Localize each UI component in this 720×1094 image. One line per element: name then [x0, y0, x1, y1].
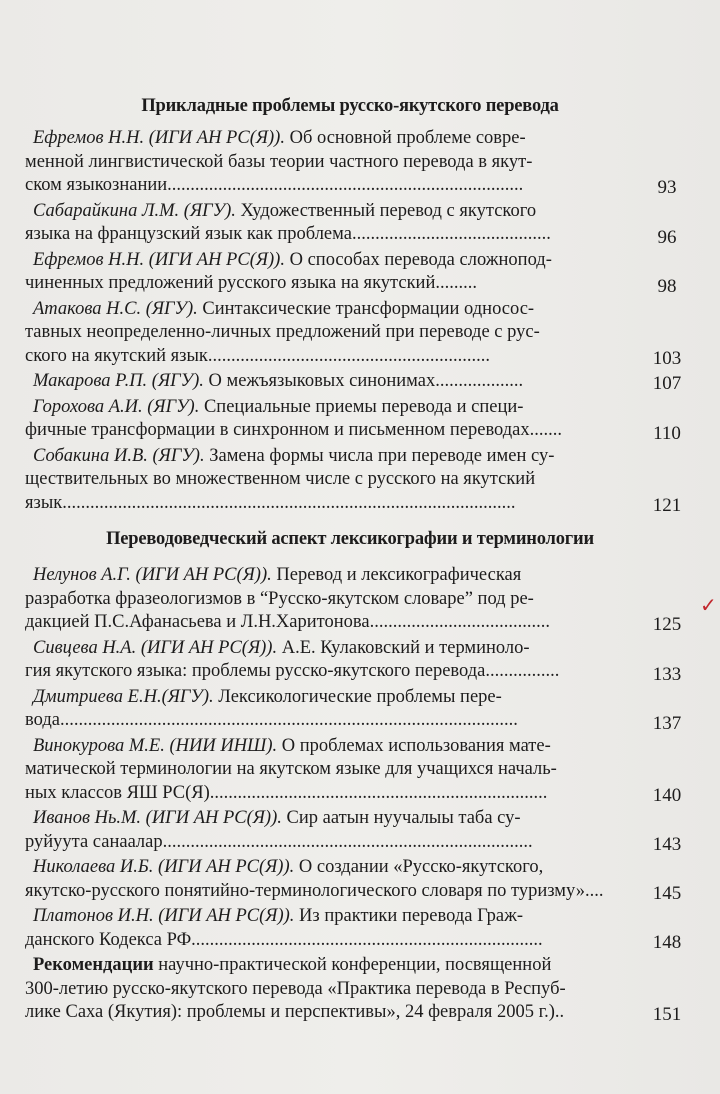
entry-line	[25, 660, 635, 684]
entry-text: менной лингвистической базы теории частного перевода в якут-	[25, 151, 533, 172]
entry-line	[25, 929, 635, 953]
entry-line	[25, 419, 635, 443]
entry-author: Собакина И.В. (ЯГУ).	[33, 445, 205, 466]
entry-line	[25, 588, 635, 612]
recommendations-label: Рекомендации	[33, 955, 154, 975]
entry-line	[25, 445, 635, 469]
entry-text: ществительных во множественном числе с русского на якутский	[25, 469, 536, 489]
entry-author: Нелунов А.Г. (ИГИ АН РС(Я)).	[33, 565, 272, 585]
toc-entry	[25, 200, 695, 247]
entry-author: Атакова Н.С. (ЯГУ).	[33, 298, 198, 319]
entry-line	[25, 200, 635, 224]
entry-text: якутско-русского понятийно-терминологического словаря по туризму»....	[25, 880, 604, 901]
page-number: 151	[652, 1004, 682, 1025]
entry-text: ных классов ЯШ РС(Я).........................................................................	[25, 782, 548, 803]
toc-entry	[25, 686, 695, 733]
entry-line	[25, 223, 635, 247]
page-number: 133	[652, 663, 682, 685]
entry-line	[25, 468, 635, 492]
entry-line	[25, 856, 635, 880]
toc-entry	[25, 735, 695, 806]
entry-line	[25, 396, 635, 420]
entry-line	[25, 249, 635, 273]
entry-line	[25, 905, 635, 929]
entry-line	[25, 127, 635, 151]
entry-author: Сабарайкина Л.М. (ЯГУ).	[33, 200, 236, 221]
toc-entry	[25, 370, 695, 394]
section-title: Прикладные проблемы русско-якутского перевода	[141, 96, 559, 116]
entry-text: дакцией П.С.Афанасьева и Л.Н.Харитонова.......................................	[25, 612, 550, 632]
page-number: 143	[652, 834, 682, 855]
entry-author: Николаева И.Б. (ИГИ АН РС(Я)).	[33, 857, 295, 877]
entry-text: Из практики перевода Граж-	[294, 906, 524, 926]
entry-line	[25, 709, 635, 733]
entry-text: Сир аатын нуучалыы таба су-	[281, 808, 521, 828]
entry-text: лике Саха (Якутия): проблемы и перспективы», 24 февраля 2005 г.)..	[25, 1002, 565, 1022]
entry-author: Платонов И.Н. (ИГИ АН РС(Я)).	[33, 906, 295, 926]
entry-text: О создании «Русско-якутского,	[294, 857, 544, 877]
section-entries	[25, 127, 695, 515]
entry-text: Специальные приемы перевода и специ-	[199, 396, 524, 417]
entry-line	[25, 735, 635, 759]
entry-line	[25, 174, 635, 198]
entry-author: Иванов Нь.М. (ИГИ АН РС(Я)).	[33, 808, 282, 828]
entry-text: А.Е. Кулаковский и терминоло-	[277, 637, 530, 658]
entry-author: Сивцева Н.А. (ИГИ АН РС(Я)).	[33, 637, 278, 658]
entry-line	[25, 880, 635, 904]
entry-line	[25, 637, 635, 661]
entry-line	[25, 492, 635, 516]
page-number: 96	[657, 226, 677, 248]
red-check-mark-icon: ✓	[700, 593, 717, 617]
entry-line	[25, 370, 635, 394]
toc-entry	[25, 637, 695, 684]
recommendations-entry	[25, 954, 695, 1025]
entry-line	[25, 298, 635, 322]
entry-text: О проблемах использования мате-	[277, 735, 551, 756]
entry-line	[25, 782, 635, 806]
entry-text: гия якутского языка: проблемы русско-якутского перевода................	[25, 661, 560, 681]
page-number: 98	[657, 275, 677, 297]
entry-text: чиненных предложений русского языка на якутский.........	[25, 273, 477, 293]
entry-text: О межъязыковых синонимах...................	[203, 371, 524, 391]
toc-entry	[25, 127, 695, 198]
page-number: 110	[653, 422, 681, 444]
toc-entry	[25, 249, 695, 296]
table-of-contents	[25, 96, 695, 1027]
entry-text: О способах перевода сложнопод-	[284, 249, 552, 270]
entry-author: Макарова Р.П. (ЯГУ).	[33, 371, 204, 391]
entry-text: 300-летию русско-якутского перевода «Практика перевода в Респуб-	[25, 978, 566, 999]
entry-text: разработка фразеологизмов в “Русско-якутском словаре” под ре-	[25, 588, 534, 609]
entry-text: Лексикологические проблемы пере-	[213, 686, 502, 707]
entry-author: Дмитриева Е.Н.(ЯГУ).	[33, 686, 214, 707]
entry-author: Винокурова М.Е. (НИИ ИНШ).	[33, 735, 278, 756]
page-number: 103	[652, 347, 682, 369]
entry-line	[25, 611, 635, 635]
entry-text: руйуута санаалар................................................................................	[25, 831, 533, 852]
entry-text: матической терминологии на якутском языке для учащихся началь-	[25, 759, 557, 779]
entry-text: Синтаксические трансформации односос-	[197, 298, 535, 319]
entry-text: Об основной проблеме совре-	[284, 128, 526, 148]
page-number: 145	[652, 883, 682, 904]
entry-line	[25, 151, 635, 175]
entry-text: язык..................................................................................................	[25, 492, 516, 513]
entry-line	[25, 758, 635, 782]
entry-text: ского на якутский язык.............................................................	[25, 345, 491, 366]
entry-text: языка на французский язык как проблема...........................................	[25, 224, 551, 244]
toc-entry	[25, 396, 695, 443]
toc-entry	[25, 807, 695, 854]
page-number: 93	[657, 177, 677, 198]
toc-entry	[25, 298, 695, 369]
toc-entry	[25, 856, 695, 903]
page-number: 107	[652, 373, 682, 394]
page-number: 121	[652, 494, 682, 516]
page-number: 140	[652, 784, 682, 806]
entry-line	[25, 345, 635, 369]
entry-line	[25, 686, 635, 710]
section-title: Переводоведческий аспект лексикографии и терминологии	[106, 529, 594, 549]
page-number: 137	[652, 712, 682, 734]
entry-text: фичные трансформации в синхронном и письменном переводах.......	[25, 420, 563, 440]
entry-text: научно-практической конференции, посвященной	[153, 955, 552, 975]
toc-entry	[25, 564, 695, 635]
toc-entry	[25, 445, 695, 516]
entry-text: Замена формы числа при переводе имен су-	[204, 445, 555, 466]
entry-text: данского Кодекса РФ............................................................................	[25, 929, 543, 950]
page-number: 148	[652, 932, 682, 953]
entry-author: Ефремов Н.Н. (ИГИ АН РС(Я)).	[33, 128, 285, 148]
entry-text: Перевод и лексикографическая	[271, 565, 522, 585]
entry-text: вода...................................................................................................	[25, 710, 518, 730]
section-entries	[25, 564, 695, 952]
entry-line	[25, 321, 635, 345]
toc-entry	[25, 905, 695, 952]
entry-author: Ефремов Н.Н. (ИГИ АН РС(Я)).	[33, 249, 285, 270]
entry-text: тавных неопределенно-личных предложений при переводе с рус-	[25, 322, 540, 342]
entry-text: Художественный перевод с якутского	[235, 200, 537, 221]
entry-line	[25, 564, 635, 588]
entry-line	[25, 831, 635, 855]
entry-line	[25, 807, 635, 831]
entry-author: Горохова А.И. (ЯГУ).	[33, 396, 200, 417]
entry-text: ском языкознании.............................................................................	[25, 175, 524, 195]
page-number: 125	[652, 614, 682, 635]
entry-line	[25, 272, 635, 296]
